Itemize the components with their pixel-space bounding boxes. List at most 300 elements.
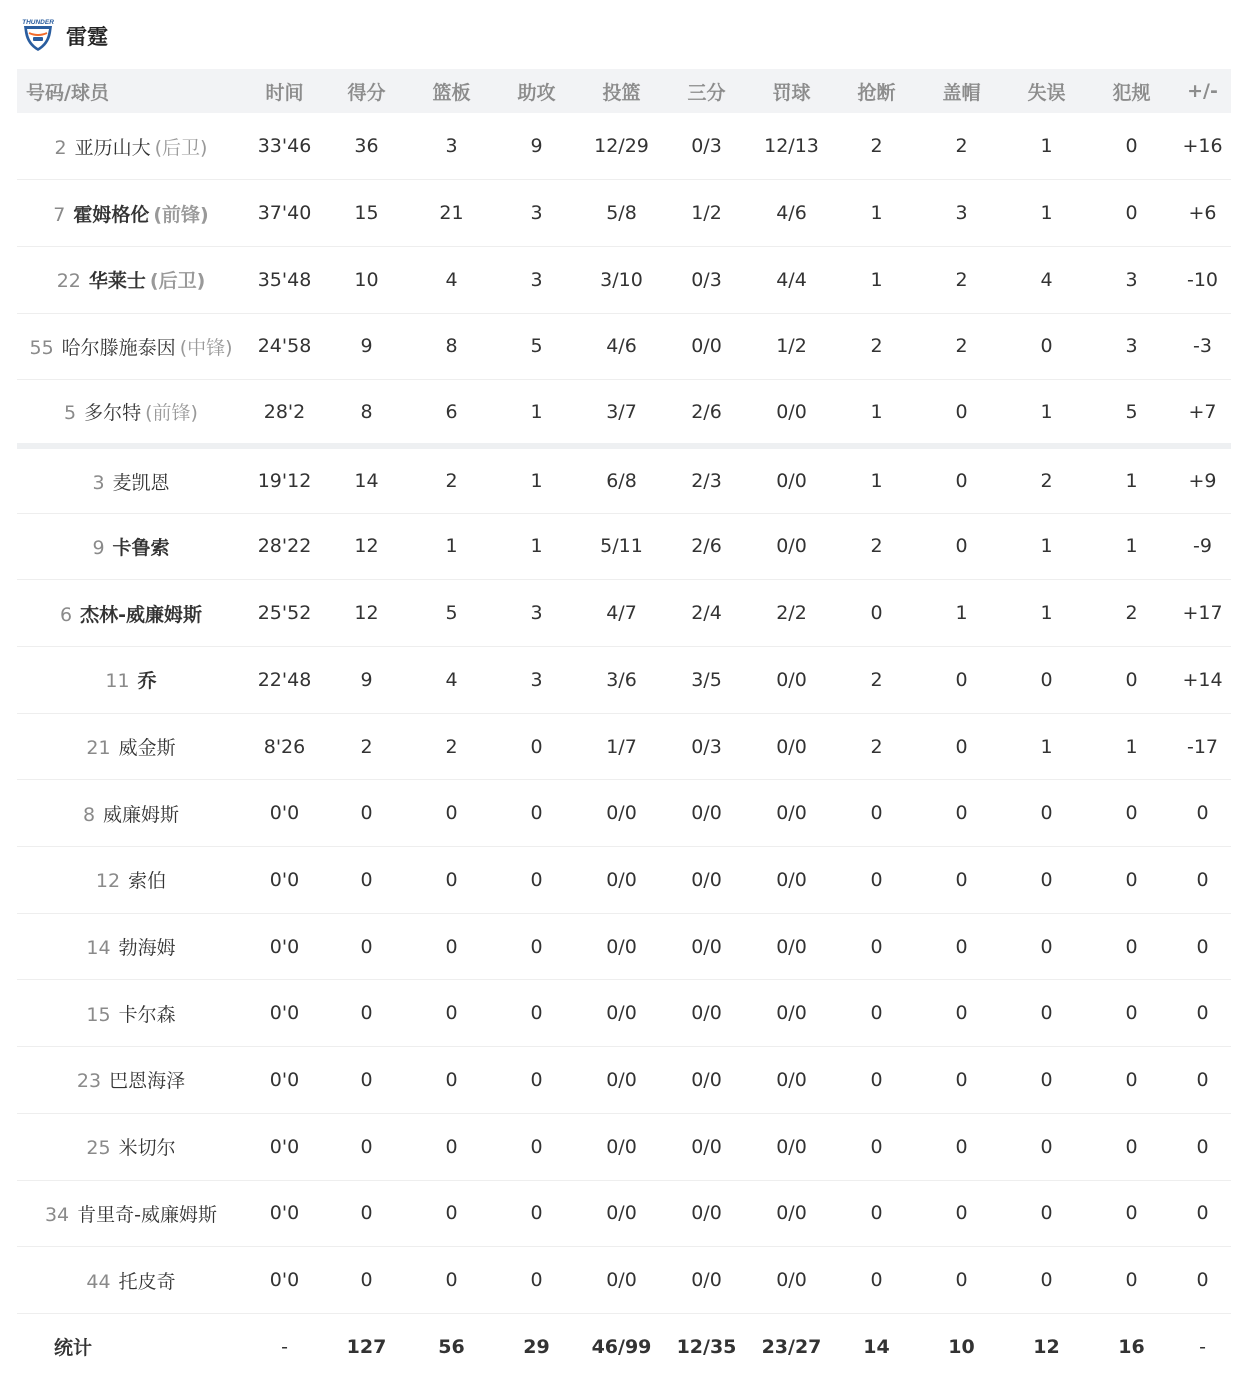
player-cell: [17, 580, 245, 647]
stat-blocks: 3: [919, 180, 1004, 247]
column-header-assists: 助攻: [517, 81, 556, 104]
stat-steals: 0: [834, 1047, 919, 1114]
stat-turnovers: 1: [1004, 180, 1089, 247]
player-name[interactable]: 托皮奇: [118, 1270, 176, 1293]
logo-text: THUNDER: [22, 19, 54, 26]
stat-three-pointers: 0/0: [664, 980, 749, 1047]
stat-plus-minus: 0: [1174, 913, 1231, 980]
table-row: [17, 180, 1231, 247]
player-cell: [17, 713, 245, 780]
stat-points: 9: [324, 313, 409, 380]
stat-turnovers: 1: [1004, 513, 1089, 580]
stat-turnovers: 0: [1004, 1180, 1089, 1247]
player-name[interactable]: 肯里奇-威廉姆斯: [77, 1203, 218, 1226]
player-number: 3: [92, 471, 105, 494]
table-row: [17, 446, 1231, 513]
totals-time: -: [281, 1335, 288, 1358]
stat-rebounds: 0: [409, 980, 494, 1047]
stat-steals: 2: [834, 313, 919, 380]
stat-three-pointers: 3/5: [664, 647, 749, 714]
stat-fouls: 0: [1089, 180, 1174, 247]
stat-time: 28'2: [245, 380, 324, 447]
stat-assists: 0: [494, 913, 579, 980]
stat-three-pointers: 0/0: [664, 913, 749, 980]
table-row: [17, 1047, 1231, 1114]
totals-turnovers: 12: [1033, 1335, 1060, 1358]
player-cell: [17, 446, 245, 513]
stat-assists: 3: [494, 647, 579, 714]
stat-assists: 1: [494, 513, 579, 580]
stat-plus-minus: 0: [1174, 1113, 1231, 1180]
stat-steals: 1: [834, 446, 919, 513]
player-name[interactable]: 巴恩海泽: [109, 1070, 186, 1093]
player-number: 25: [86, 1137, 111, 1160]
stat-fouls: 1: [1089, 713, 1174, 780]
player-number: 23: [76, 1070, 102, 1093]
totals-label: 统计: [54, 1337, 93, 1360]
stat-points: 15: [324, 180, 409, 247]
stat-field-goals: 6/8: [579, 446, 664, 513]
player-number: 8: [82, 803, 96, 826]
stat-blocks: 2: [919, 113, 1004, 180]
stat-plus-minus: +16: [1174, 113, 1231, 180]
stat-rebounds: 0: [409, 780, 494, 847]
player-position: (中锋): [179, 336, 233, 359]
player-rows: [17, 113, 1231, 1313]
stat-points: 9: [324, 647, 409, 714]
player-number: 2: [54, 136, 67, 159]
box-score-table: [17, 69, 1231, 1379]
stat-blocks: 0: [919, 1247, 1004, 1314]
stat-fouls: 1: [1089, 446, 1174, 513]
stat-field-goals: 0/0: [579, 847, 664, 914]
stat-field-goals: 0/0: [579, 780, 664, 847]
totals-plus-minus: -: [1199, 1335, 1206, 1358]
stat-turnovers: 1: [1004, 580, 1089, 647]
stat-time: 19'12: [245, 446, 324, 513]
stat-fouls: 5: [1089, 380, 1174, 447]
table-row: [17, 113, 1231, 180]
stat-assists: 3: [494, 246, 579, 313]
stat-three-pointers: 0/0: [664, 313, 749, 380]
stat-free-throws: 0/0: [749, 1047, 834, 1114]
player-name[interactable]: 哈尔滕施泰因: [61, 336, 176, 359]
stat-plus-minus: 0: [1174, 1180, 1231, 1247]
player-position: (前锋): [145, 402, 198, 425]
stat-field-goals: 0/0: [579, 1113, 664, 1180]
player-cell: [17, 513, 245, 580]
stat-steals: 0: [834, 913, 919, 980]
stat-time: 0'0: [245, 1047, 324, 1114]
player-cell: [17, 847, 245, 914]
stat-field-goals: 0/0: [579, 1180, 664, 1247]
stat-points: 36: [324, 113, 409, 180]
totals-blocks: 10: [948, 1335, 975, 1358]
stat-three-pointers: 0/3: [664, 713, 749, 780]
player-number: 6: [60, 603, 73, 626]
stat-points: 0: [324, 1113, 409, 1180]
stat-time: 0'0: [245, 780, 324, 847]
stat-free-throws: 0/0: [749, 713, 834, 780]
stat-turnovers: 2: [1004, 446, 1089, 513]
table-row: [17, 313, 1231, 380]
stat-blocks: 0: [919, 980, 1004, 1047]
stat-time: 28'22: [245, 513, 324, 580]
stat-field-goals: 4/7: [579, 580, 664, 647]
column-header-three-pointers: 三分: [687, 81, 726, 104]
stat-free-throws: 0/0: [749, 1180, 834, 1247]
stat-steals: 2: [834, 647, 919, 714]
column-header-time: 时间: [265, 81, 304, 104]
stat-points: 12: [324, 513, 409, 580]
stat-turnovers: 0: [1004, 780, 1089, 847]
stat-turnovers: 1: [1004, 380, 1089, 447]
stat-plus-minus: +17: [1174, 580, 1231, 647]
stat-steals: 2: [834, 513, 919, 580]
stat-field-goals: 0/0: [579, 1247, 664, 1314]
stat-time: 0'0: [245, 1247, 324, 1314]
column-header-free-throws: 罚球: [772, 81, 811, 104]
stat-free-throws: 1/2: [749, 313, 834, 380]
stat-free-throws: 2/2: [749, 580, 834, 647]
stat-time: 35'48: [245, 246, 324, 313]
stat-time: 22'48: [245, 647, 324, 714]
stat-fouls: 3: [1089, 246, 1174, 313]
column-header-steals: 抢断: [857, 81, 896, 104]
stat-blocks: 0: [919, 713, 1004, 780]
stat-plus-minus: 0: [1174, 980, 1231, 1047]
table-header-row: [17, 69, 1231, 113]
stat-rebounds: 0: [409, 847, 494, 914]
stat-free-throws: 4/4: [749, 246, 834, 313]
stat-plus-minus: +6: [1174, 180, 1231, 247]
player-name[interactable]: 米切尔: [118, 1137, 176, 1160]
player-cell: [17, 1247, 245, 1314]
stat-steals: 0: [834, 780, 919, 847]
stat-turnovers: 0: [1004, 913, 1089, 980]
player-cell: [17, 1047, 245, 1114]
stat-free-throws: 0/0: [749, 780, 834, 847]
stat-field-goals: 3/10: [579, 246, 664, 313]
stat-assists: 3: [494, 580, 579, 647]
stat-points: 2: [324, 713, 409, 780]
table-row: [17, 713, 1231, 780]
player-name[interactable]: 卡尔森: [118, 1003, 176, 1026]
stat-fouls: 0: [1089, 1047, 1174, 1114]
stat-blocks: 0: [919, 1047, 1004, 1114]
stat-three-pointers: 0/0: [664, 1113, 749, 1180]
table-row: [17, 647, 1231, 714]
player-number: 11: [105, 670, 130, 693]
stat-turnovers: 0: [1004, 1047, 1089, 1114]
stat-plus-minus: 0: [1174, 847, 1231, 914]
player-name[interactable]: 威廉姆斯: [103, 803, 180, 826]
stat-turnovers: 1: [1004, 113, 1089, 180]
stat-blocks: 0: [919, 847, 1004, 914]
stat-rebounds: 2: [409, 446, 494, 513]
stat-fouls: 0: [1089, 980, 1174, 1047]
totals-assists: 29: [523, 1335, 550, 1358]
stat-steals: 1: [834, 380, 919, 447]
stat-rebounds: 0: [409, 1247, 494, 1314]
player-number: 9: [92, 536, 105, 559]
totals-steals: 14: [863, 1335, 890, 1358]
stat-fouls: 0: [1089, 1113, 1174, 1180]
stat-blocks: 2: [919, 313, 1004, 380]
player-number: 12: [95, 870, 121, 893]
stat-assists: 5: [494, 313, 579, 380]
stat-steals: 0: [834, 1247, 919, 1314]
totals-free-throws: 23/27: [761, 1335, 822, 1358]
totals-points: 127: [346, 1335, 387, 1358]
column-header-blocks: 盖帽: [942, 81, 981, 104]
column-header-rebounds: 篮板: [432, 81, 471, 104]
stat-points: 8: [324, 380, 409, 447]
stat-blocks: 1: [919, 580, 1004, 647]
stat-rebounds: 4: [409, 647, 494, 714]
stat-blocks: 0: [919, 647, 1004, 714]
player-number: 22: [56, 270, 81, 293]
player-cell: [17, 1180, 245, 1247]
stat-assists: 0: [494, 847, 579, 914]
stat-free-throws: 0/0: [749, 847, 834, 914]
stat-rebounds: 0: [409, 1113, 494, 1180]
player-name[interactable]: 威金斯: [118, 737, 176, 760]
stat-assists: 9: [494, 113, 579, 180]
totals-fouls: 16: [1118, 1335, 1145, 1358]
stat-steals: 1: [834, 180, 919, 247]
stat-assists: 1: [494, 380, 579, 447]
stat-fouls: 0: [1089, 780, 1174, 847]
stat-fouls: 1: [1089, 513, 1174, 580]
player-cell: [17, 913, 245, 980]
stat-three-pointers: 0/0: [664, 1247, 749, 1314]
stat-free-throws: 12/13: [749, 113, 834, 180]
column-header-field-goals: 投篮: [602, 81, 641, 104]
stat-blocks: 0: [919, 513, 1004, 580]
stat-assists: 0: [494, 1113, 579, 1180]
stat-rebounds: 0: [409, 1047, 494, 1114]
totals-field-goals: 46/99: [591, 1335, 652, 1358]
stat-free-throws: 0/0: [749, 380, 834, 447]
player-cell: [17, 246, 245, 313]
player-number: 55: [29, 336, 54, 359]
stat-plus-minus: 0: [1174, 780, 1231, 847]
stat-time: 0'0: [245, 913, 324, 980]
stat-blocks: 0: [919, 913, 1004, 980]
stat-field-goals: 12/29: [579, 113, 664, 180]
player-cell: [17, 380, 245, 447]
table-row: [17, 1247, 1231, 1314]
stat-three-pointers: 2/6: [664, 380, 749, 447]
stat-turnovers: 0: [1004, 1247, 1089, 1314]
player-name[interactable]: 霍姆格伦: [73, 203, 150, 226]
player-cell: [17, 113, 245, 180]
stat-turnovers: 4: [1004, 246, 1089, 313]
stat-turnovers: 0: [1004, 647, 1089, 714]
player-cell: [17, 180, 245, 247]
team-header: [18, 14, 108, 58]
stat-field-goals: 5/8: [579, 180, 664, 247]
stat-points: 0: [324, 1180, 409, 1247]
stat-turnovers: 0: [1004, 847, 1089, 914]
stat-time: 24'58: [245, 313, 324, 380]
player-number: 34: [44, 1203, 70, 1226]
stat-assists: 0: [494, 1247, 579, 1314]
stat-turnovers: 0: [1004, 980, 1089, 1047]
player-position: (后卫): [154, 136, 208, 159]
stat-free-throws: 0/0: [749, 1247, 834, 1314]
okc-thunder-logo-icon: [18, 16, 58, 56]
stat-fouls: 0: [1089, 1180, 1174, 1247]
table-row: [17, 847, 1231, 914]
stat-points: 12: [324, 580, 409, 647]
player-name[interactable]: 卡鲁索: [112, 536, 170, 559]
stat-free-throws: 0/0: [749, 913, 834, 980]
stat-assists: 1: [494, 446, 579, 513]
stat-blocks: 0: [919, 1113, 1004, 1180]
stat-time: 0'0: [245, 1113, 324, 1180]
stat-plus-minus: 0: [1174, 1247, 1231, 1314]
stat-rebounds: 6: [409, 380, 494, 447]
stat-field-goals: 0/0: [579, 1047, 664, 1114]
player-cell: [17, 980, 245, 1047]
table-row: [17, 1113, 1231, 1180]
stat-points: 0: [324, 780, 409, 847]
stat-plus-minus: +7: [1174, 380, 1231, 447]
stat-three-pointers: 0/0: [664, 1180, 749, 1247]
stat-turnovers: 0: [1004, 1113, 1089, 1180]
player-cell: [17, 313, 245, 380]
stat-plus-minus: 0: [1174, 1047, 1231, 1114]
player-name[interactable]: 杰林-威廉姆斯: [80, 603, 202, 626]
stat-three-pointers: 2/6: [664, 513, 749, 580]
stat-steals: 0: [834, 1180, 919, 1247]
player-name[interactable]: 亚历山大: [74, 136, 151, 159]
stat-rebounds: 2: [409, 713, 494, 780]
player-position: (后卫): [149, 270, 206, 293]
stat-field-goals: 4/6: [579, 313, 664, 380]
stat-time: 0'0: [245, 1180, 324, 1247]
stat-three-pointers: 0/0: [664, 847, 749, 914]
stat-steals: 0: [834, 580, 919, 647]
stat-time: 8'26: [245, 713, 324, 780]
column-header-turnovers: 失误: [1027, 81, 1066, 104]
stat-plus-minus: -3: [1174, 313, 1231, 380]
stat-assists: 0: [494, 713, 579, 780]
stat-plus-minus: -10: [1174, 246, 1231, 313]
column-header-points: 得分: [347, 81, 386, 104]
stat-assists: 0: [494, 980, 579, 1047]
stat-points: 10: [324, 246, 409, 313]
player-name[interactable]: 勃海姆: [118, 937, 176, 960]
table-row: [17, 913, 1231, 980]
stat-time: 25'52: [245, 580, 324, 647]
player-name[interactable]: 麦凯恩: [112, 471, 170, 494]
player-number: 15: [86, 1003, 111, 1026]
stat-field-goals: 5/11: [579, 513, 664, 580]
stat-time: 37'40: [245, 180, 324, 247]
stat-turnovers: 1: [1004, 713, 1089, 780]
stat-three-pointers: 0/3: [664, 246, 749, 313]
stat-fouls: 3: [1089, 313, 1174, 380]
stat-three-pointers: 2/4: [664, 580, 749, 647]
stat-free-throws: 0/0: [749, 446, 834, 513]
stat-rebounds: 1: [409, 513, 494, 580]
stat-field-goals: 3/7: [579, 380, 664, 447]
stat-time: 0'0: [245, 980, 324, 1047]
totals-three-pointers: 12/35: [676, 1335, 737, 1358]
stat-steals: 0: [834, 847, 919, 914]
player-number: 44: [86, 1270, 111, 1293]
totals-row: [17, 1313, 1231, 1379]
stat-fouls: 0: [1089, 913, 1174, 980]
stat-points: 0: [324, 1247, 409, 1314]
player-cell: [17, 780, 245, 847]
stat-rebounds: 8: [409, 313, 494, 380]
stat-field-goals: 3/6: [579, 647, 664, 714]
column-header-plus-minus: +/-: [1187, 80, 1218, 102]
stat-plus-minus: -17: [1174, 713, 1231, 780]
stat-free-throws: 0/0: [749, 647, 834, 714]
stat-steals: 2: [834, 713, 919, 780]
stat-points: 14: [324, 446, 409, 513]
stat-three-pointers: 0/3: [664, 113, 749, 180]
stat-fouls: 0: [1089, 113, 1174, 180]
stat-fouls: 0: [1089, 647, 1174, 714]
player-number: 14: [86, 937, 111, 960]
player-name[interactable]: 乔: [137, 670, 157, 693]
player-name[interactable]: 多尔特: [84, 402, 142, 425]
player-number: 7: [53, 203, 66, 226]
stat-field-goals: 0/0: [579, 913, 664, 980]
stat-blocks: 2: [919, 246, 1004, 313]
stat-three-pointers: 0/0: [664, 780, 749, 847]
stat-turnovers: 0: [1004, 313, 1089, 380]
stat-rebounds: 4: [409, 246, 494, 313]
stat-time: 0'0: [245, 847, 324, 914]
table-row: [17, 1180, 1231, 1247]
stat-three-pointers: 0/0: [664, 1047, 749, 1114]
player-name[interactable]: 索伯: [128, 870, 167, 893]
stat-rebounds: 21: [409, 180, 494, 247]
column-header-player: 号码/球员: [26, 81, 109, 104]
stat-three-pointers: 2/3: [664, 446, 749, 513]
player-name[interactable]: 华莱士: [88, 270, 146, 293]
stat-points: 0: [324, 847, 409, 914]
player-number: 5: [64, 402, 77, 425]
stat-assists: 0: [494, 1180, 579, 1247]
stat-rebounds: 5: [409, 580, 494, 647]
table-row: [17, 513, 1231, 580]
stat-free-throws: 0/0: [749, 513, 834, 580]
stat-fouls: 0: [1089, 1247, 1174, 1314]
stat-steals: 0: [834, 980, 919, 1047]
stat-blocks: 0: [919, 380, 1004, 447]
stat-assists: 0: [494, 780, 579, 847]
stat-field-goals: 1/7: [579, 713, 664, 780]
stat-assists: 3: [494, 180, 579, 247]
player-cell: [17, 647, 245, 714]
stat-plus-minus: -9: [1174, 513, 1231, 580]
stat-fouls: 0: [1089, 847, 1174, 914]
stat-blocks: 0: [919, 1180, 1004, 1247]
stat-points: 0: [324, 1047, 409, 1114]
stat-plus-minus: +14: [1174, 647, 1231, 714]
table-row: [17, 780, 1231, 847]
stat-steals: 2: [834, 113, 919, 180]
stat-three-pointers: 1/2: [664, 180, 749, 247]
